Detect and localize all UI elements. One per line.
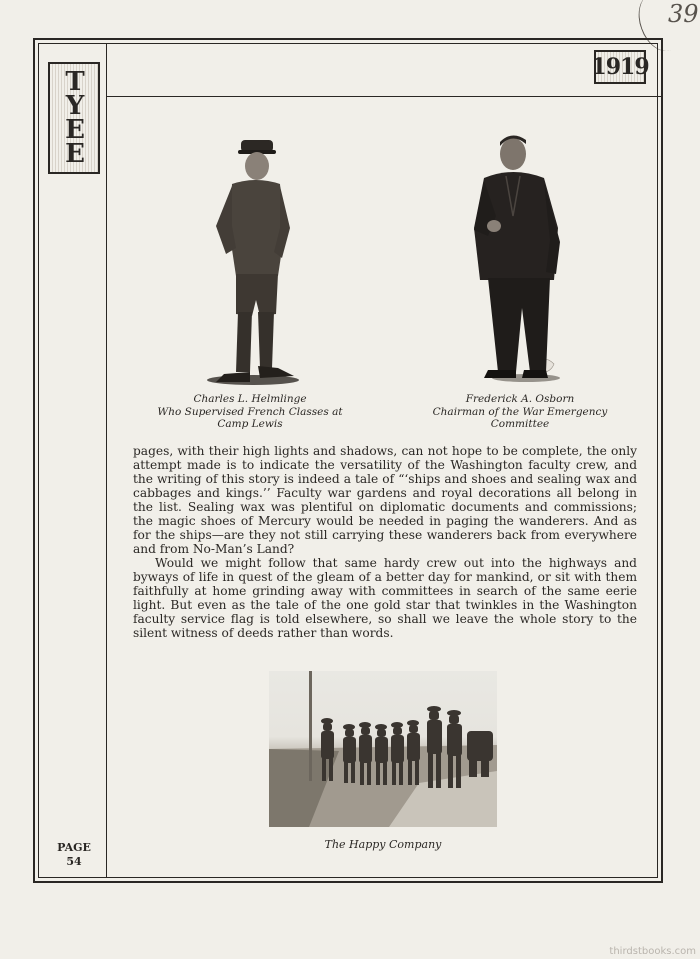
caption-line: Camp Lewis [217, 418, 283, 430]
handwritten-page-mark [640, 0, 700, 40]
portrait-osborn [466, 132, 566, 384]
caption-line: Who Supervised French Classes at [157, 405, 343, 418]
body-text [133, 444, 637, 640]
tyee-logo [48, 62, 100, 174]
page-number: 54 [66, 855, 82, 868]
header-rule [106, 96, 661, 97]
logo-letter: E [65, 115, 83, 145]
left-margin-rule [106, 44, 107, 878]
body-paragraph: pages, with their high lights and shadows, can not hope to be complete, the only attempt made is to indicate the versatility of the Washington faculty crew, and the writing of this story is indeed a tale of “‘ships and shoes and sealing wax and cabbages and kings.’’ Faculty war gardens and royal decorations all belong in the list. Sealing wax was plentiful on diplomatic documents and commissions; the magic shoes of Mercury would be needed in paging the wanderers. And as for the ships—are they not still carrying these wanderers back from everywhere and from No-Man’s Land? [133, 444, 637, 556]
watermark: thirdstbooks.com [609, 946, 696, 957]
body-paragraph: Would we might follow that same hardy crew out into the highways and byways of life in quest of the gleam of a better day for mankind, or sit with them faithfully at home grinding away with committees in search of the same eerie light. But even as the tale of the one gold star that twinkles in the Washington faculty service flag is told elsewhere, so shall we leave the whole story to the silent witness of deeds rather than words. [133, 556, 637, 640]
marching-soldiers-image [269, 671, 497, 827]
caption-line: Committee [490, 418, 550, 430]
portrait-helmlinge-caption [140, 393, 360, 431]
portrait-osborn-caption [410, 393, 630, 431]
page-label: PAGE [57, 841, 91, 854]
page-number-block [56, 841, 92, 869]
logo-letter: E [65, 139, 83, 169]
caption-line: Charles L. Helmlinge [193, 393, 307, 405]
group-photo [269, 671, 497, 827]
portrait-helmlinge [198, 136, 304, 386]
year-logo: 1919 [594, 50, 646, 84]
caption-line: Frederick A. Osborn [465, 393, 575, 405]
logo-letter: T [65, 67, 83, 97]
logo-letter: Y [65, 91, 83, 121]
handwritten-number: 39 [668, 0, 699, 28]
caption-line: Chairman of the War Emergency [432, 405, 608, 418]
group-photo-caption: The Happy Company [324, 838, 442, 851]
